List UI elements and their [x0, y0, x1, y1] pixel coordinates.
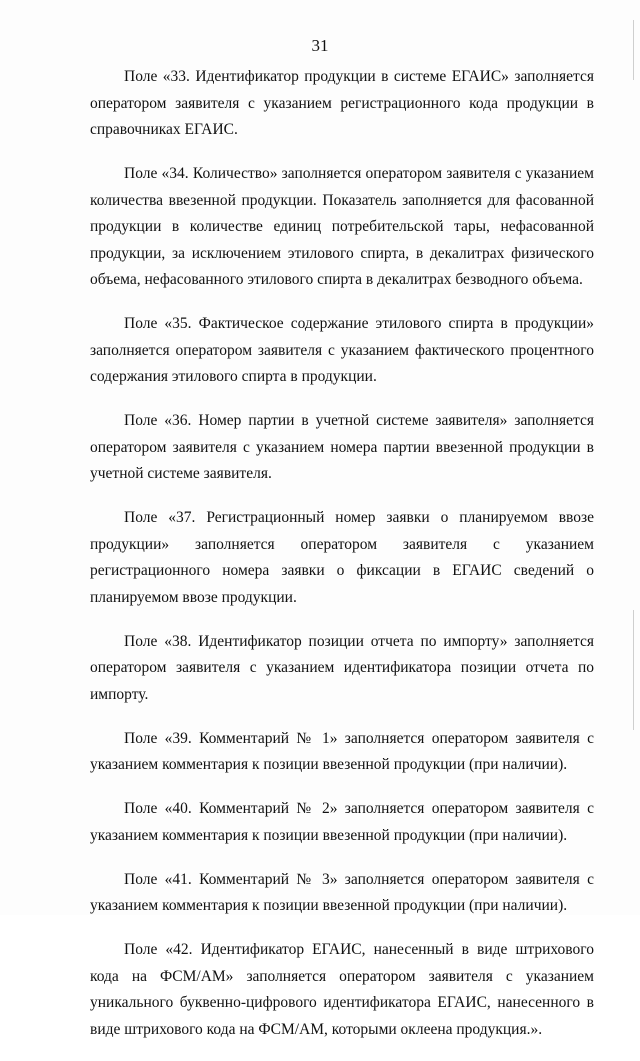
paragraph-field-39: Поле «39. Комментарий № 1» заполняется оператором заявителя с указанием комментария к позиции ввезенной продукции (при наличии). [90, 729, 594, 773]
paragraph-field-38: Поле «38. Идентификатор позиции отчета по импорту» заполняется оператором заявителя с указанием идентификатора позиции отчета по импорту. [90, 632, 594, 703]
paragraph-field-33: Поле «33. Идентификатор продукции в системе ЕГАИС» заполняется оператором заявителя с указанием регистрационного кода продукции в справочниках ЕГАИС. [90, 68, 594, 138]
paragraph-field-42: Поле «42. Идентификатор ЕГАИС, нанесенный в виде штрихового кода на ФСМ/АМ» заполняется оператором заявителя с указанием уникального буквенно-цифрового идентификатора ЕГАИС, нанесенного в виде штрихового кода на ФСМ/АМ, которыми оклеена продукция.». [90, 941, 594, 1038]
paragraph-field-40: Поле «40. Комментарий № 2» заполняется оператором заявителя с указанием комментария к позиции ввезенной продукции (при наличии). [90, 800, 594, 844]
scan-edge-mark [633, 610, 634, 730]
paragraph-field-41: Поле «41. Комментарий № 3» заполняется оператором заявителя с указанием комментария к позиции ввезенной продукции (при наличии). [90, 870, 594, 914]
page-number: 31 [311, 36, 329, 55]
paragraph-field-36: Поле «36. Номер партии в учетной системе заявителя» заполняется оператором заявителя с указанием номера партии ввезенной продукции в учетной системе заявителя. [90, 412, 594, 482]
paragraph-field-37: Поле «37. Регистрационный номер заявки о планируемом ввозе продукции» заполняется оператором заявителя с указанием регистрационного номера заявки о фиксации в ЕГАИС сведений о планируемом ввозе продукции. [90, 509, 594, 606]
document-body [90, 64, 594, 1061]
paragraph-field-34: Поле «34. Количество» заполняется оператором заявителя с указанием количества ввезенной продукции. Показатель заполняется для фасованной продукции в количестве единиц потребительской тары, нефасованной продукции, за исключением этилового спирта, в декалитрах физического объема, нефасованного этилового спирта в декалитрах безводного объема. [90, 165, 594, 288]
paragraph-field-35: Поле «35. Фактическое содержание этилового спирта в продукции» заполняется оператором заявителя с указанием фактического процентного содержания этилового спирта в продукции. [90, 315, 594, 385]
